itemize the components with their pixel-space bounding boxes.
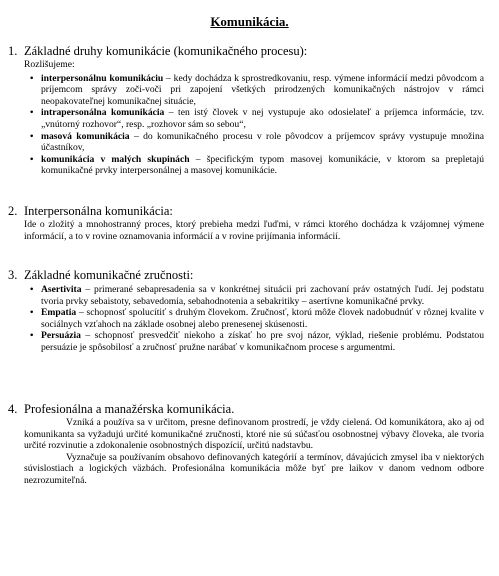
list-item-text: – do komunikačného procesu v role pôvodcov a príjemcov správy vystupuje množina účastníkov,	[41, 130, 485, 154]
section-heading	[8, 268, 484, 283]
bullet-icon: •	[30, 330, 34, 342]
list-item-text: – schopnosť presvedčiť niekoho a získať ho pre svoj názor, výklad, riešenie problému. Podstatou persuázie je spôsobilosť a zručnosť pružne narábať v komunikačnom procese s argumentmi.	[41, 330, 484, 353]
list-item-term: Persuázia	[41, 330, 81, 342]
section-3	[8, 268, 484, 354]
section-title: Základné druhy komunikácie (komunikačného procesu):	[24, 44, 308, 58]
list-item-text: – primerané sebapresadenia sa v konkrétnej situácii pri zachovaní práv ostatných ľudí. Jej podstatu tvoria prvky sebaistoty, sebavedomia, sebahodnotenia a sebakritiky – asertívne komunikačné prvky.	[41, 284, 484, 307]
section-title: Interpersonálna komunikácia:	[24, 204, 173, 218]
list-item	[8, 73, 484, 108]
bullet-icon: •	[30, 72, 34, 84]
section-paragraph: Vzniká a používa sa v určitom, presne definovanom prostredí, je vždy cielená. Od komunikátora, ako aj od komunikanta sa vyžadujú určité komunikačné zručnosti, ktoré nie sú súčasťou osobnostnej výbavy človeka, ale tvoria určité rozvinutie a zdokonalenie osobnostných dispozícií, určitú nadstavbu.	[24, 417, 484, 452]
list-item-text: – schopnosť spolucítiť s druhým človekom. Zručnosť, ktorú môže človek nadobudnúť v rôznej kvalite v sociálnych vzťahoch na základe osobnej alebo prenesenej skúsenosti.	[41, 307, 484, 330]
list-item	[8, 307, 484, 330]
list-item-term: komunikácia v malých skupinách	[41, 153, 190, 165]
section-2	[8, 204, 484, 242]
section-1	[8, 44, 484, 177]
list-item-text: – ten istý človek v nej vystupuje ako odosielateľ a príjemca informácie, tzv. „vnútorný rozhovor“, resp. „rozhovor sám so sebou“,	[41, 107, 484, 130]
section-heading	[8, 402, 484, 417]
list-item	[8, 107, 484, 130]
section-number: 2.	[8, 204, 18, 218]
section-title: Základné komunikačné zručnosti:	[24, 268, 194, 282]
list-item	[8, 131, 484, 154]
section-title: Profesionálna a manažérska komunikácia.	[24, 402, 235, 416]
section-heading	[8, 204, 484, 219]
list-item-text: – špecifickým typom masovej komunikácie, v ktorom sa prepletajú komunikačné prvky interpersonálnej a masovej komunikácie.	[41, 153, 484, 177]
section-number: 3.	[8, 268, 18, 282]
list-item-term: Empatia	[41, 307, 77, 319]
list-item-term: Asertivita	[41, 284, 82, 295]
section-heading	[8, 44, 484, 59]
list-item	[8, 154, 484, 177]
section-4	[8, 402, 484, 487]
list-item	[8, 330, 484, 353]
section-paragraph: Ide o zložitý a mnohostranný proces, ktorý prebieha medzi ľuďmi, v rámci ktorého dochádza k vzájomnej výmene informácií, a to v rovine oznamovania informácií a v rovine prijímania informácií.	[24, 219, 484, 242]
bullet-icon: •	[30, 153, 34, 165]
document-title: Komunikácia.	[210, 14, 289, 29]
list-item-term: interpersonálnu komunikáciu	[41, 72, 164, 84]
bullet-icon: •	[30, 107, 34, 119]
list-item-text: – kedy dochádza k sprostredkovaniu, resp. výmene informácií medzi pôvodcom a príjemcom správy zoči-voči pri zapojení všetkých prirodzených komunikačných nástrojov v rámci neopakovateľnej komunikačnej situácie,	[41, 72, 484, 107]
list-item	[8, 284, 484, 307]
bullet-icon: •	[30, 130, 34, 142]
section-number: 4.	[8, 402, 18, 416]
bullet-icon: •	[30, 307, 34, 319]
section-paragraph: Vyznačuje sa používaním obsahovo definovaných kategórií a termínov, dávajúcich zmysel iba v niektorých súvislostiach a logických väzbách. Profesionálna komunikácia môže byť pre laikov v danom vednom odbore nezrozumiteľná.	[24, 451, 484, 486]
section-number: 1.	[8, 44, 18, 58]
list-item-term: masová komunikácia	[41, 130, 130, 142]
list-item-term: intrapersonálna komunikácia	[41, 107, 165, 119]
bullet-icon: •	[30, 284, 34, 295]
section-intro: Rozlišujeme:	[24, 59, 75, 70]
